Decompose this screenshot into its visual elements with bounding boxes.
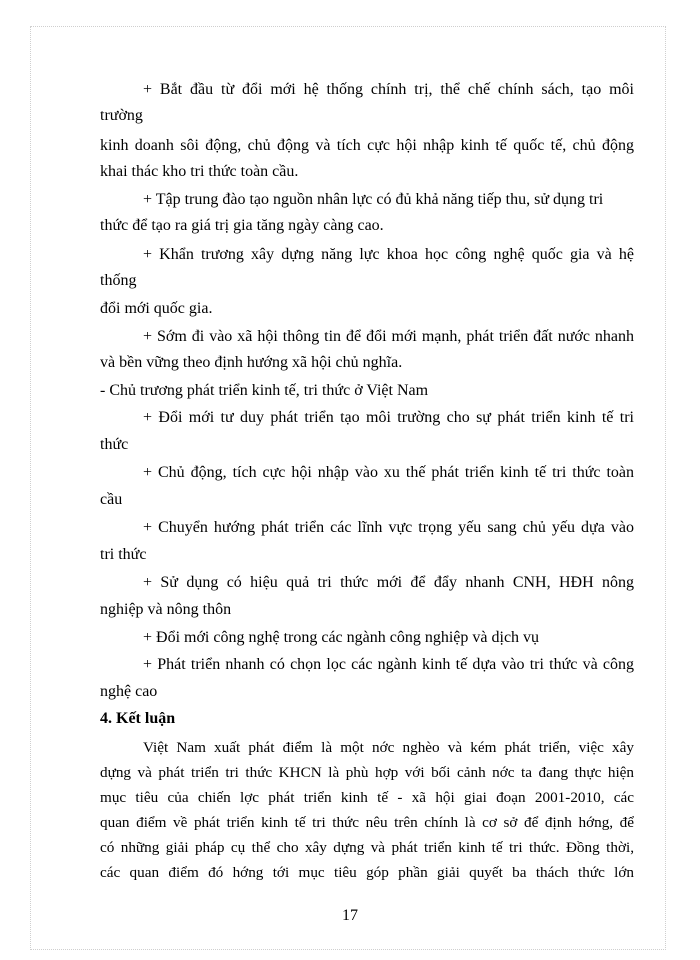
page-number: 17	[342, 907, 358, 924]
text-line: + Sử dụng có hiệu quả tri thức mới để đẩy nhanh CNH, HĐH nông	[143, 574, 634, 591]
text-line: thức	[100, 436, 129, 453]
text-line: + Bắt đầu từ đổi mới hệ thống chính trị, thể chế chính sách, tạo môi	[143, 81, 634, 98]
text-line: đổi mới quốc gia.	[100, 300, 213, 317]
text-line: Việt Nam xuất phát điểm là một nớc nghèo và kém phát triển, việc xây	[143, 739, 634, 756]
text-line: tri thức	[100, 546, 147, 563]
text-line: + Khẩn trương xây dựng năng lực khoa học công nghệ quốc gia và hệ	[143, 246, 634, 263]
text-line: kinh doanh sôi động, chủ động và tích cực hội nhập kinh tế quốc tế, chủ động	[100, 137, 634, 154]
text-line: + Đổi mới công nghệ trong các ngành công nghiệp và dịch vụ	[143, 629, 540, 646]
text-line: + Tập trung đào tạo nguồn nhân lực có đủ khả năng tiếp thu, sử dụng tri	[143, 191, 604, 208]
text-line: + Chủ động, tích cực hội nhập vào xu thế phát triển kinh tế tri thức toàn	[143, 464, 634, 481]
text-line: trường	[100, 107, 143, 124]
text-line: - Chủ trương phát triển kinh tế, tri thức ở Việt Nam	[100, 382, 429, 399]
text-line: dựng và phát triển tri thức KHCN là phù hợp với bối cảnh nớc ta đang thực hiện	[100, 764, 634, 781]
text-line: + Đổi mới tư duy phát triển tạo môi trường cho sự phát triển kinh tế tri	[143, 409, 634, 426]
text-line: + Phát triển nhanh có chọn lọc các ngành kinh tế dựa vào tri thức và công	[143, 656, 634, 673]
text-line: mục tiêu của chiến lợc phát triển kinh tế - xã hội giai đoạn 2001-2010, các	[100, 789, 634, 806]
text-line: khai thác kho tri thức toàn cầu.	[100, 163, 299, 180]
text-line: có những giải pháp cụ thể cho xây dựng và phát triển kinh tế tri thức. Đồng thời,	[100, 839, 634, 856]
text-line: nghiệp và nông thôn	[100, 601, 232, 618]
text-line: + Chuyển hướng phát triển các lĩnh vực trọng yếu sang chủ yếu dựa vào	[143, 519, 634, 536]
text-line: nghệ cao	[100, 683, 158, 700]
text-line: và bền vững theo định hướng xã hội chủ nghĩa.	[100, 354, 403, 371]
text-line: cầu	[100, 491, 123, 508]
text-line: + Sớm đi vào xã hội thông tin để đổi mới mạnh, phát triển đất nước nhanh	[143, 328, 634, 345]
text-line: thức để tạo ra giá trị gia tăng ngày càng cao.	[100, 217, 384, 234]
text-line: thống	[100, 272, 137, 289]
text-line: các quan điểm đó hớng tới mục tiêu góp phần giải quyết ba thách thức lớn	[100, 864, 634, 881]
section-heading: 4. Kết luận	[100, 710, 176, 727]
text-line: quan điểm về phát triển kinh tế tri thức nêu trên chính là cơ sở để định hớng, để	[100, 814, 634, 831]
